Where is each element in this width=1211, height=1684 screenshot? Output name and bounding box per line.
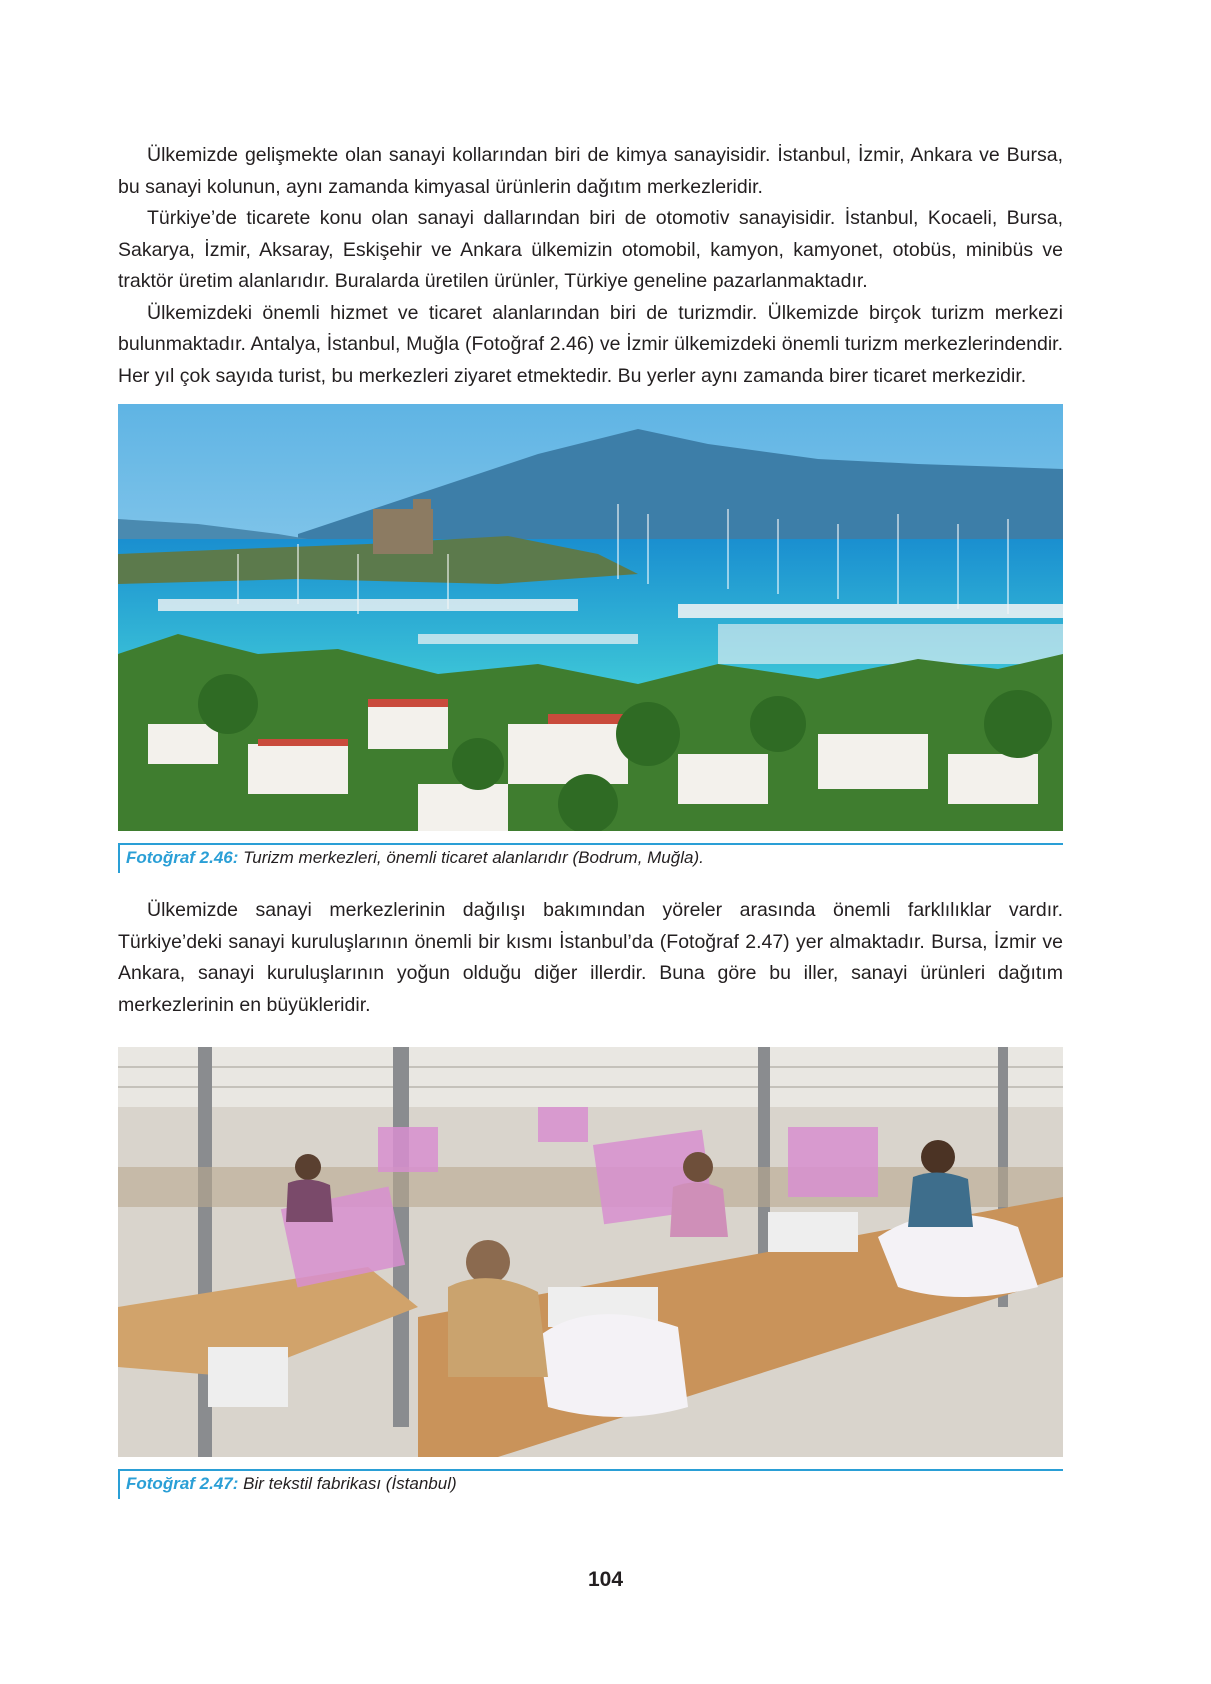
photo-textile-factory [118, 1047, 1063, 1457]
page-number: 104 [587, 1568, 624, 1591]
photo-bodrum [118, 404, 1063, 831]
bodrum-harbor-illustration [118, 404, 1063, 831]
paragraph-industry-distribution: Ülkemizde sanayi merkezlerinin dağılışı bakımından yöreler arasında önemli farklılıklar vardır. Türkiye’deki sanayi kuruluşlarının önemli bir kısmı İstanbul’da (Fotoğraf 2.47) yer almaktadır. Bursa, İzmir ve Ankara, sanayi kuruluşlarının yoğun olduğu diğer illerdir. Buna göre bu iller, sanayi ürünleri dağıtım merkezlerinin en büyükleridir. [118, 899, 1063, 1016]
page-content [118, 140, 1063, 1499]
caption-text: Bir tekstil fabrikası (İstanbul) [238, 1474, 457, 1493]
photo-caption-2-46 [118, 843, 1063, 873]
caption-label: Fotoğraf 2.47: [126, 1474, 239, 1493]
textile-factory-illustration [118, 1047, 1063, 1457]
caption-label: Fotoğraf 2.46: [126, 848, 239, 867]
paragraph-tourism: Ülkemizdeki önemli hizmet ve ticaret alanlarından biri de turizmdir. Ülkemizde birçok turizm merkezi bulunmaktadır. Antalya, İstanbul, Muğla (Fotoğraf 2.46) ve İzmir ülkemizdeki önemli turizm merkezlerindendir. Her yıl çok sayıda turist, bu merkezleri ziyaret etmektedir. Bu yerler aynı zamanda birer ticaret merkezidir. [118, 301, 1063, 387]
paragraph-chemistry: Ülkemizde gelişmekte olan sanayi kollarından biri de kimya sanayisidir. İstanbul, İzmir, Ankara ve Bursa, bu sanayi kolunun, aynı zamanda kimyasal ürünlerin dağıtım merkezleridir. [118, 144, 1063, 198]
caption-text: Turizm merkezleri, önemli ticaret alanlarıdır (Bodrum, Muğla). [238, 848, 704, 867]
photo-caption-2-47 [118, 1469, 1063, 1499]
paragraph-automotive: Türkiye’de ticarete konu olan sanayi dallarından biri de otomotiv sanayisidir. İstanbul, Kocaeli, Bursa, Sakarya, İzmir, Aksaray, Eskişehir ve Ankara ülkemizin otomobil, kamyon, kamyonet, otobüs, minibüs ve traktör üretim alanlarıdır. Buralarda üretilen ürünler, Türkiye geneline pazarlanmaktadır. [118, 207, 1063, 292]
